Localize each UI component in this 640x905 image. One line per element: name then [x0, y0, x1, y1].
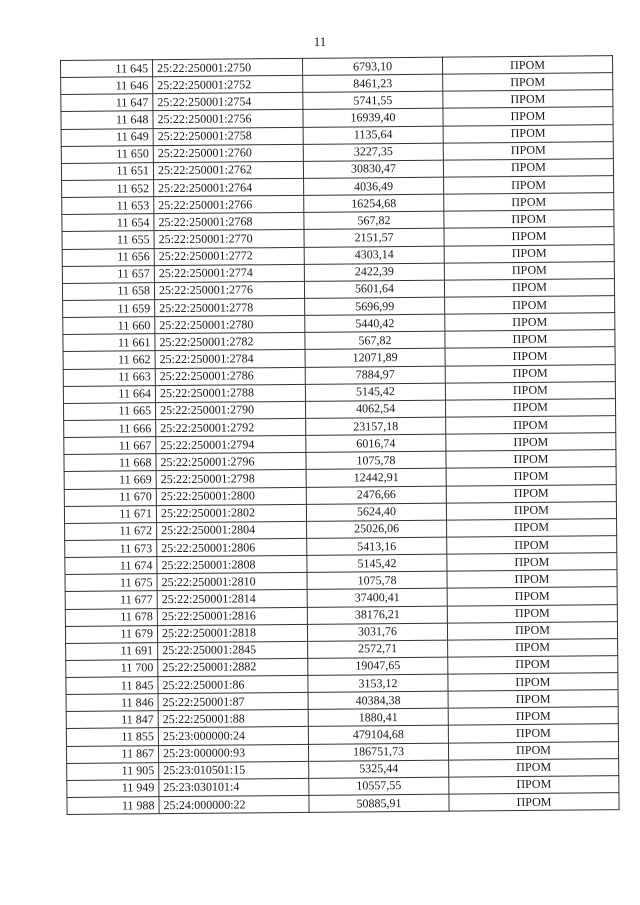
- cadastral-number-cell: 25:22:250001:2796: [156, 453, 306, 471]
- category-cell: ПРОМ: [444, 227, 614, 246]
- area-cell: 3227,35: [303, 143, 443, 161]
- row-number-cell: 11 664: [63, 385, 155, 403]
- cadastral-number-cell: 25:22:250001:2814: [157, 590, 307, 608]
- cadastral-number-cell: 25:22:250001:2778: [155, 298, 305, 316]
- area-cell: 7884,97: [305, 366, 445, 384]
- category-cell: ПРОМ: [448, 673, 618, 692]
- cadastral-number-cell: 25:22:250001:2758: [153, 127, 303, 145]
- cadastral-number-cell: 25:22:250001:2790: [155, 401, 305, 419]
- area-cell: 2151,57: [304, 229, 444, 247]
- category-cell: ПРОМ: [445, 313, 615, 332]
- row-number-cell: 11 654: [62, 214, 154, 232]
- cadastral-number-cell: 25:22:250001:2780: [155, 315, 305, 333]
- area-cell: 479104,68: [308, 726, 448, 744]
- category-cell: ПРОМ: [448, 724, 618, 743]
- row-number-cell: 11 675: [65, 574, 157, 592]
- area-cell: 12442,91: [306, 469, 446, 487]
- page-number: 11: [313, 34, 327, 49]
- area-cell: 2476,66: [306, 486, 446, 504]
- area-cell: 40384,38: [308, 691, 448, 709]
- category-cell: ПРОМ: [448, 707, 618, 726]
- row-number-cell: 11 660: [63, 317, 155, 335]
- area-cell: 6793,10: [302, 57, 442, 75]
- cadastral-number-cell: 25:23:000000:93: [158, 744, 308, 762]
- category-cell: ПРОМ: [445, 381, 615, 400]
- category-cell: ПРОМ: [446, 467, 616, 486]
- area-cell: 6016,74: [306, 434, 446, 452]
- row-number-cell: 11 847: [66, 711, 158, 729]
- row-number-cell: 11 661: [63, 334, 155, 352]
- category-cell: ПРОМ: [444, 193, 614, 212]
- category-cell: ПРОМ: [444, 176, 614, 195]
- cadastral-number-cell: 25:24:000000:22: [159, 795, 309, 813]
- row-number-cell: 11 678: [65, 608, 157, 626]
- area-cell: 2572,71: [308, 640, 448, 658]
- area-cell: 567,82: [305, 331, 445, 349]
- area-cell: 10557,55: [309, 777, 449, 795]
- area-cell: 5413,16: [307, 537, 447, 555]
- cadastral-number-cell: 25:22:250001:88: [158, 710, 308, 728]
- registry-table: [60, 55, 620, 815]
- cadastral-number-cell: 25:23:010501:15: [159, 761, 309, 779]
- row-number-cell: 11 658: [62, 283, 154, 301]
- row-number-cell: 11 855: [66, 728, 158, 746]
- category-cell: ПРОМ: [444, 210, 614, 229]
- area-cell: 37400,41: [307, 589, 447, 607]
- area-cell: 25026,06: [307, 520, 447, 538]
- area-cell: 38176,21: [307, 606, 447, 624]
- cadastral-number-cell: 25:22:250001:2882: [158, 658, 308, 676]
- row-number-cell: 11 668: [64, 454, 156, 472]
- cadastral-number-cell: 25:22:250001:2788: [155, 384, 305, 402]
- category-cell: ПРОМ: [445, 330, 615, 349]
- row-number-cell: 11 672: [65, 522, 157, 540]
- row-number-cell: 11 657: [62, 265, 154, 283]
- category-cell: ПРОМ: [443, 73, 613, 92]
- category-cell: ПРОМ: [446, 450, 616, 469]
- area-cell: 5741,55: [303, 91, 443, 109]
- row-number-cell: 11 648: [61, 111, 153, 129]
- cadastral-number-cell: 25:22:250001:2776: [154, 281, 304, 299]
- cadastral-number-cell: 25:22:250001:2808: [157, 555, 307, 573]
- row-number-cell: 11 669: [64, 471, 156, 489]
- area-cell: 1135,64: [303, 126, 443, 144]
- area-cell: 5440,42: [305, 314, 445, 332]
- row-number-cell: 11 905: [67, 762, 159, 780]
- category-cell: ПРОМ: [445, 347, 615, 366]
- category-cell: ПРОМ: [448, 638, 618, 657]
- area-cell: 19047,65: [308, 657, 448, 675]
- cadastral-number-cell: 25:22:250001:2810: [157, 573, 307, 591]
- cadastral-number-cell: 25:22:250001:2760: [153, 144, 303, 162]
- category-cell: ПРОМ: [444, 244, 614, 263]
- area-cell: 8461,23: [303, 74, 443, 92]
- row-number-cell: 11 649: [61, 128, 153, 146]
- row-number-cell: 11 662: [63, 351, 155, 369]
- cadastral-number-cell: 25:22:250001:2800: [156, 487, 306, 505]
- row-number-cell: 11 656: [62, 248, 154, 266]
- category-cell: ПРОМ: [443, 141, 613, 160]
- area-cell: 12071,89: [305, 349, 445, 367]
- area-cell: 5145,42: [305, 383, 445, 401]
- row-number-cell: 11 663: [63, 368, 155, 386]
- area-cell: 5145,42: [307, 554, 447, 572]
- cadastral-number-cell: 25:22:250001:87: [158, 693, 308, 711]
- cadastral-number-cell: 25:22:250001:2804: [157, 521, 307, 539]
- category-cell: ПРОМ: [443, 124, 613, 143]
- category-cell: ПРОМ: [443, 90, 613, 109]
- cadastral-number-cell: 25:22:250001:2752: [153, 76, 303, 94]
- cadastral-number-cell: 25:22:250001:2794: [156, 435, 306, 453]
- category-cell: ПРОМ: [447, 587, 617, 606]
- row-number-cell: 11 670: [64, 488, 156, 506]
- cadastral-number-cell: 25:22:250001:2750: [153, 58, 303, 76]
- area-cell: 5601,64: [304, 280, 444, 298]
- row-number-cell: 11 645: [61, 60, 153, 78]
- row-number-cell: 11 667: [64, 437, 156, 455]
- row-number-cell: 11 665: [63, 402, 155, 420]
- area-cell: 1880,41: [308, 708, 448, 726]
- category-cell: ПРОМ: [445, 364, 615, 383]
- cadastral-number-cell: 25:22:250001:2782: [155, 333, 305, 351]
- category-cell: ПРОМ: [444, 278, 614, 297]
- category-cell: ПРОМ: [448, 656, 618, 675]
- category-cell: ПРОМ: [449, 776, 619, 795]
- category-cell: ПРОМ: [447, 536, 617, 555]
- category-cell: ПРОМ: [447, 621, 617, 640]
- row-number-cell: 11 677: [65, 591, 157, 609]
- category-cell: ПРОМ: [443, 107, 613, 126]
- row-number-cell: 11 653: [62, 197, 154, 215]
- cadastral-number-cell: 25:22:250001:2768: [154, 213, 304, 231]
- category-cell: ПРОМ: [447, 553, 617, 572]
- row-number-cell: 11 647: [61, 94, 153, 112]
- row-number-cell: 11 652: [62, 180, 154, 198]
- cadastral-number-cell: 25:22:250001:2792: [156, 418, 306, 436]
- area-cell: 4303,14: [304, 246, 444, 264]
- area-cell: 2422,39: [304, 263, 444, 281]
- area-cell: 5325,44: [309, 760, 449, 778]
- cadastral-number-cell: 25:22:250001:2816: [157, 607, 307, 625]
- area-cell: 3031,76: [307, 623, 447, 641]
- row-number-cell: 11 679: [65, 625, 157, 643]
- registry-table-body: [61, 56, 620, 815]
- cadastral-number-cell: 25:22:250001:2772: [154, 247, 304, 265]
- category-cell: ПРОМ: [445, 296, 615, 315]
- area-cell: 5696,99: [305, 297, 445, 315]
- cadastral-number-cell: 25:22:250001:2764: [154, 178, 304, 196]
- row-number-cell: 11 674: [65, 557, 157, 575]
- category-cell: ПРОМ: [446, 433, 616, 452]
- category-cell: ПРОМ: [444, 261, 614, 280]
- area-cell: 4062,54: [305, 400, 445, 418]
- area-cell: 567,82: [304, 211, 444, 229]
- cadastral-number-cell: 25:22:250001:2784: [155, 350, 305, 368]
- row-number-cell: 11 650: [61, 145, 153, 163]
- area-cell: 30830,47: [303, 160, 443, 178]
- category-cell: ПРОМ: [447, 518, 617, 537]
- row-number-cell: 11 846: [66, 694, 158, 712]
- area-cell: 1075,78: [306, 451, 446, 469]
- cadastral-number-cell: 25:22:250001:2806: [157, 538, 307, 556]
- area-cell: 1075,78: [307, 571, 447, 589]
- row-number-cell: 11 666: [64, 420, 156, 438]
- row-number-cell: 11 845: [66, 677, 158, 695]
- category-cell: ПРОМ: [442, 56, 612, 75]
- area-cell: 4036,49: [304, 177, 444, 195]
- row-number-cell: 11 655: [62, 231, 154, 249]
- row-number-cell: 11 673: [65, 540, 157, 558]
- cadastral-number-cell: 25:22:250001:2754: [153, 93, 303, 111]
- cadastral-number-cell: 25:22:250001:2762: [153, 161, 303, 179]
- cadastral-number-cell: 25:23:000000:24: [158, 727, 308, 745]
- category-cell: ПРОМ: [446, 484, 616, 503]
- category-cell: ПРОМ: [445, 398, 615, 417]
- category-cell: ПРОМ: [447, 570, 617, 589]
- area-cell: 16254,68: [304, 194, 444, 212]
- cadastral-number-cell: 25:22:250001:2802: [156, 504, 306, 522]
- cadastral-number-cell: 25:22:250001:2845: [158, 641, 308, 659]
- row-number-cell: 11 659: [63, 300, 155, 318]
- category-cell: ПРОМ: [448, 741, 618, 760]
- registry-table-wrapper: [60, 55, 619, 815]
- category-cell: ПРОМ: [447, 604, 617, 623]
- row-number-cell: 11 651: [61, 163, 153, 181]
- category-cell: ПРОМ: [446, 501, 616, 520]
- cadastral-number-cell: 25:22:250001:2786: [155, 367, 305, 385]
- cadastral-number-cell: 25:22:250001:2774: [154, 264, 304, 282]
- area-cell: 50885,91: [309, 794, 449, 812]
- category-cell: ПРОМ: [449, 758, 619, 777]
- area-cell: 23157,18: [306, 417, 446, 435]
- category-cell: ПРОМ: [446, 416, 616, 435]
- cadastral-number-cell: 25:22:250001:2818: [157, 624, 307, 642]
- cadastral-number-cell: 25:22:250001:2756: [153, 110, 303, 128]
- row-number-cell: 11 671: [64, 505, 156, 523]
- row-number-cell: 11 988: [67, 797, 159, 815]
- row-number-cell: 11 700: [66, 660, 158, 678]
- table-row: [67, 793, 619, 815]
- cadastral-number-cell: 25:22:250001:2766: [154, 196, 304, 214]
- category-cell: ПРОМ: [443, 159, 613, 178]
- row-number-cell: 11 949: [67, 780, 159, 798]
- area-cell: 186751,73: [308, 743, 448, 761]
- cadastral-number-cell: 25:23:030101:4: [159, 778, 309, 796]
- row-number-cell: 11 646: [61, 77, 153, 95]
- area-cell: 16939,40: [303, 109, 443, 127]
- cadastral-number-cell: 25:22:250001:2770: [154, 230, 304, 248]
- category-cell: ПРОМ: [449, 793, 619, 812]
- row-number-cell: 11 691: [66, 642, 158, 660]
- area-cell: 3153,12: [308, 674, 448, 692]
- category-cell: ПРОМ: [448, 690, 618, 709]
- cadastral-number-cell: 25:22:250001:86: [158, 675, 308, 693]
- cadastral-number-cell: 25:22:250001:2798: [156, 470, 306, 488]
- area-cell: 5624,40: [306, 503, 446, 521]
- row-number-cell: 11 867: [66, 745, 158, 763]
